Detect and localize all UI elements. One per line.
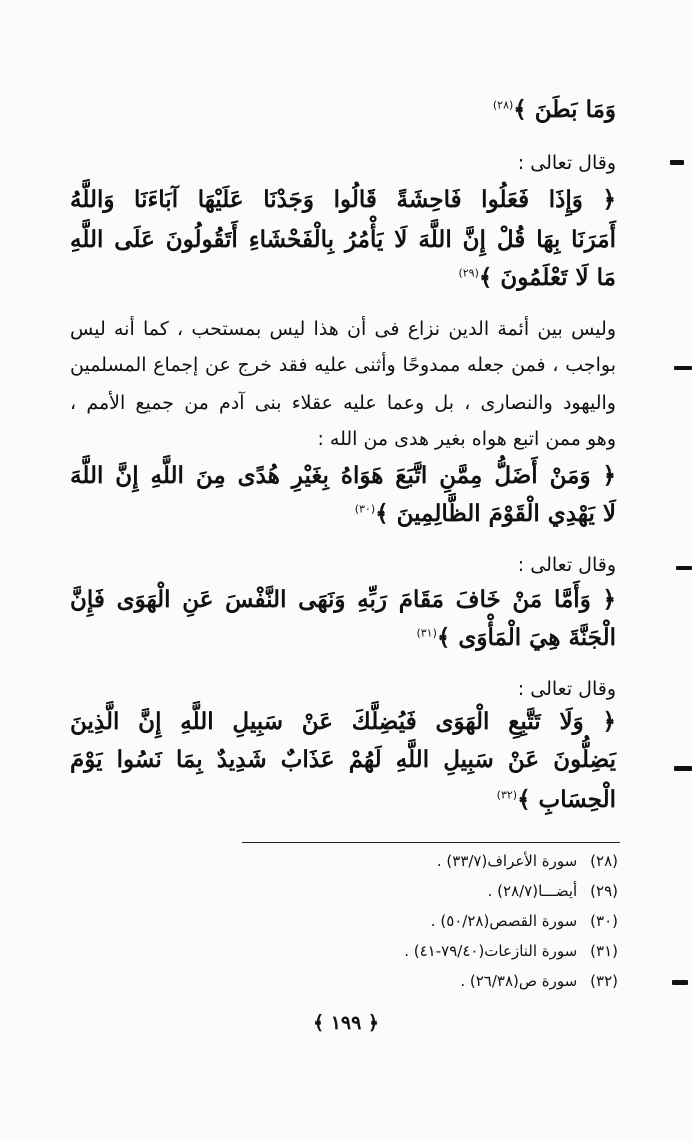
verse-text: الْجَنَّةَ هِيَ الْمَأْوَى ﴾ bbox=[436, 624, 616, 651]
footnote bbox=[198, 942, 618, 960]
verse-line: ﴿ وَمَنْ أَضَلُّ مِمَّنِ اتَّبَعَ هَوَاهُ بِغَيْرِ هُدًى مِنَ اللَّهِ إِنَّ اللَّهَ bbox=[70, 462, 616, 489]
page-number: ﴿ ١٩٩ ﴾ bbox=[312, 1012, 380, 1034]
footnote-divider bbox=[242, 842, 620, 843]
verse-line bbox=[70, 264, 616, 291]
verse-line: أَمَرَنَا بِهَا قُلْ إِنَّ اللَّهَ لَا يَأْمُرُ بِالْفَحْشَاءِ أَتَقُولُونَ عَلَى اللَّهِ bbox=[70, 226, 616, 253]
intro-line: وقال تعالى : bbox=[517, 152, 616, 174]
scan-mark bbox=[674, 366, 692, 370]
verse-line bbox=[70, 786, 616, 813]
footnote-text: سورة النازعات(٧٩/٤٠-٤١) . bbox=[404, 942, 578, 960]
verse-text: وَمَا بَطَنَ ﴾ bbox=[513, 96, 616, 123]
intro-line: وقال تعالى : bbox=[517, 554, 616, 576]
scan-mark bbox=[672, 980, 688, 985]
footnote bbox=[198, 852, 618, 870]
footnote-number: (٢٩) bbox=[590, 882, 618, 900]
paragraph-line: وهو ممن اتبع هواه بغير هدى من الله : bbox=[317, 428, 616, 450]
verse-line: يَضِلُّونَ عَنْ سَبِيلِ اللَّهِ لَهُمْ عَذَابٌ شَدِيدٌ بِمَا نَسُوا يَوْمَ bbox=[70, 746, 616, 773]
verse-line: ﴿ وَأَمَّا مَنْ خَافَ مَقَامَ رَبِّهِ وَنَهَى النَّفْسَ عَنِ الْهَوَى فَإِنَّ bbox=[70, 586, 616, 613]
verse-text: الْحِسَابِ ﴾ bbox=[517, 786, 616, 813]
footnote-text: سورة القصص(٥٠/٢٨) . bbox=[430, 912, 578, 930]
footnote bbox=[198, 972, 618, 990]
footnote-ref: (٣١) bbox=[416, 626, 437, 640]
footnote-ref: (٢٩) bbox=[458, 266, 479, 280]
footnote-ref: (٣٠) bbox=[354, 502, 376, 516]
verse-line bbox=[70, 500, 616, 527]
footnote bbox=[198, 882, 618, 900]
footnote bbox=[198, 912, 618, 930]
paragraph-line: واليهود والنصارى ، بل وعما عليه عقلاء بنى آدم من جميع الأمم ، bbox=[70, 392, 616, 414]
scan-mark bbox=[676, 566, 692, 570]
paragraph-line: وليس بين أئمة الدين نزاع فى أن هذا ليس بمستحب ، كما أنه ليس bbox=[70, 318, 616, 340]
footnote-ref: (٢٨) bbox=[492, 98, 514, 112]
verse-ending-line bbox=[70, 96, 616, 123]
footnote-number: (٣١) bbox=[590, 942, 618, 960]
footnote-number: (٣٢) bbox=[590, 972, 618, 990]
scan-mark bbox=[674, 766, 692, 771]
footnote-number: (٣٠) bbox=[590, 912, 618, 930]
verse-text: مَا لَا تَعْلَمُونَ ﴾ bbox=[478, 264, 616, 291]
paragraph-line: بواجب ، فمن جعله ممدوحًا وأثنى عليه فقد خرج عن إجماع المسلمين bbox=[70, 354, 616, 376]
scan-mark bbox=[670, 160, 684, 165]
verse-line: ﴿ وَلَا تَتَّبِعِ الْهَوَى فَيُضِلَّكَ عَنْ سَبِيلِ اللَّهِ إِنَّ الَّذِينَ bbox=[70, 708, 616, 735]
footnote-text: سورة ص(٢٦/٣٨) . bbox=[460, 972, 578, 990]
footnote-ref: (٣٢) bbox=[496, 788, 518, 802]
footnote-text: سورة الأعراف(٣٣/٧) . bbox=[436, 852, 578, 870]
intro-line: وقال تعالى : bbox=[517, 678, 616, 700]
verse-line: ﴿ وَإِذَا فَعَلُوا فَاحِشَةً قَالُوا وَجَدْنَا عَلَيْهَا آبَاءَنَا وَاللَّهُ bbox=[70, 186, 616, 213]
verse-text: لَا يَهْدِي الْقَوْمَ الظَّالِمِينَ ﴾ bbox=[375, 500, 616, 527]
footnote-text: أيضـــا(٢٨/٧) . bbox=[487, 882, 578, 900]
footnote-number: (٢٨) bbox=[590, 852, 618, 870]
verse-line bbox=[70, 624, 616, 651]
